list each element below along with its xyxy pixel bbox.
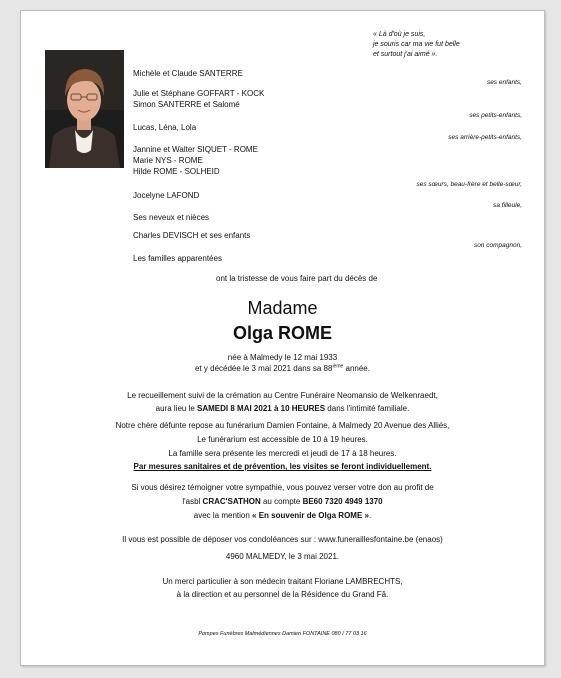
condolences-line: Il vous est possible de déposer vos condoléances sur : www.funeraillesfontaine.be (enaos) (122, 535, 443, 544)
donation-account (21, 497, 544, 507)
thanks-line: à la direction et au personnel de la Résidence du Grand Fâ. (176, 590, 389, 599)
donation-line: Si vous désirez témoigner votre sympathie, vous pouvez verser votre don au profit de (131, 483, 434, 492)
relation-label: son compagnon, (473, 242, 522, 249)
relation-label: ses petits-enfants, (469, 112, 522, 119)
obituary-sheet (20, 10, 545, 666)
quote (373, 30, 460, 60)
charity-name: CRAC'SATHON (202, 497, 261, 506)
donation-text: l'asbl (182, 497, 203, 506)
relation-label: sa filleule, (493, 202, 522, 209)
mention-value: « En souvenir de Olga ROME » (252, 511, 369, 520)
family-member: Julie et Stéphane GOFFART - KOCK (133, 89, 265, 98)
ceremony-date-line (21, 404, 544, 414)
family-member: Michèle et Claude SANTERRE (133, 69, 243, 78)
family-member: Simon SANTERRE et Salomé (133, 100, 240, 109)
bank-account: BE60 7320 4949 1370 (302, 497, 383, 506)
thanks-line: Un merci particulier à son médecin traitant Floriane LAMBRECHTS, (162, 577, 403, 586)
death-text: et y décédée le 3 mai 2021 dans sa 88 (195, 364, 333, 373)
family-member: Hilde ROME - SOLHEID (133, 167, 220, 176)
family-member: Charles DEVISCH et ses enfants (133, 231, 251, 240)
deceased-photo (45, 50, 124, 168)
ceremony-datetime: SAMEDI 8 MAI 2021 à 10 HEURES (197, 404, 326, 413)
portrait-image (45, 50, 124, 168)
visiting-hours: Le funérarium est accessible de 10 à 19 heures. (197, 435, 368, 444)
family-member: Jannine et Walter SIQUET - ROME (133, 145, 258, 154)
birth-info: née à Malmedy le 12 mai 1933 (227, 353, 338, 362)
family-member: Lucas, Léna, Lola (133, 123, 197, 132)
relation-label: ses arrière-petits-enfants, (448, 134, 522, 141)
deceased-name: Olga ROME (232, 323, 332, 343)
funeral-home-line: Notre chère défunte repose au funérarium Damien Fontaine, à Malmedy 20 Avenue des Alliés, (115, 421, 450, 430)
relation-label: ses sœurs, beau-frère et belle-sœur, (416, 181, 522, 188)
family-member: Ses neveux et nièces (133, 213, 210, 222)
quote-line: je souris car ma vie fut belle (373, 41, 460, 48)
ceremony-text-end: dans l'intimité familiale. (325, 404, 410, 413)
quote-line: « Là d'où je suis, (373, 31, 426, 38)
ceremony-line: Le recueillement suivi de la crémation au Centre Funéraire Neomansio de Welkenraedt, (127, 391, 438, 400)
donation-text-mid: au compte (260, 497, 303, 506)
announcement: ont la tristesse de vous faire part du décès de (216, 274, 378, 283)
death-info (21, 364, 544, 374)
place-date: 4960 MALMEDY, le 3 mai 2021. (225, 552, 340, 561)
donation-mention (21, 511, 544, 521)
quote-line: et surtout j'ai aimé ». (373, 51, 438, 58)
sanitary-notice: Par mesures sanitaires et de prévention, les visites se feront individuellement. (133, 462, 432, 471)
ceremony-text: aura lieu le (155, 404, 198, 413)
family-member: Les familles apparentées (133, 254, 222, 263)
death-ordinal: ième (332, 363, 344, 370)
family-presence: La famille sera présente les mercredi et jeudi de 17 à 18 heures. (168, 449, 397, 458)
mention-text: avec la mention (193, 511, 253, 520)
death-text-end: année. (343, 364, 370, 373)
title-madame: Madame (247, 298, 318, 318)
relation-label: ses enfants, (486, 79, 522, 86)
funeral-home-footer: Pompes Funèbres Malmédiennes Damien FONTAINE 080 / 77 03 16 (198, 631, 367, 637)
family-member: Marie NYS - ROME (133, 156, 203, 165)
family-member: Jocelyne LAFOND (133, 191, 200, 200)
mention-end: . (368, 511, 372, 520)
